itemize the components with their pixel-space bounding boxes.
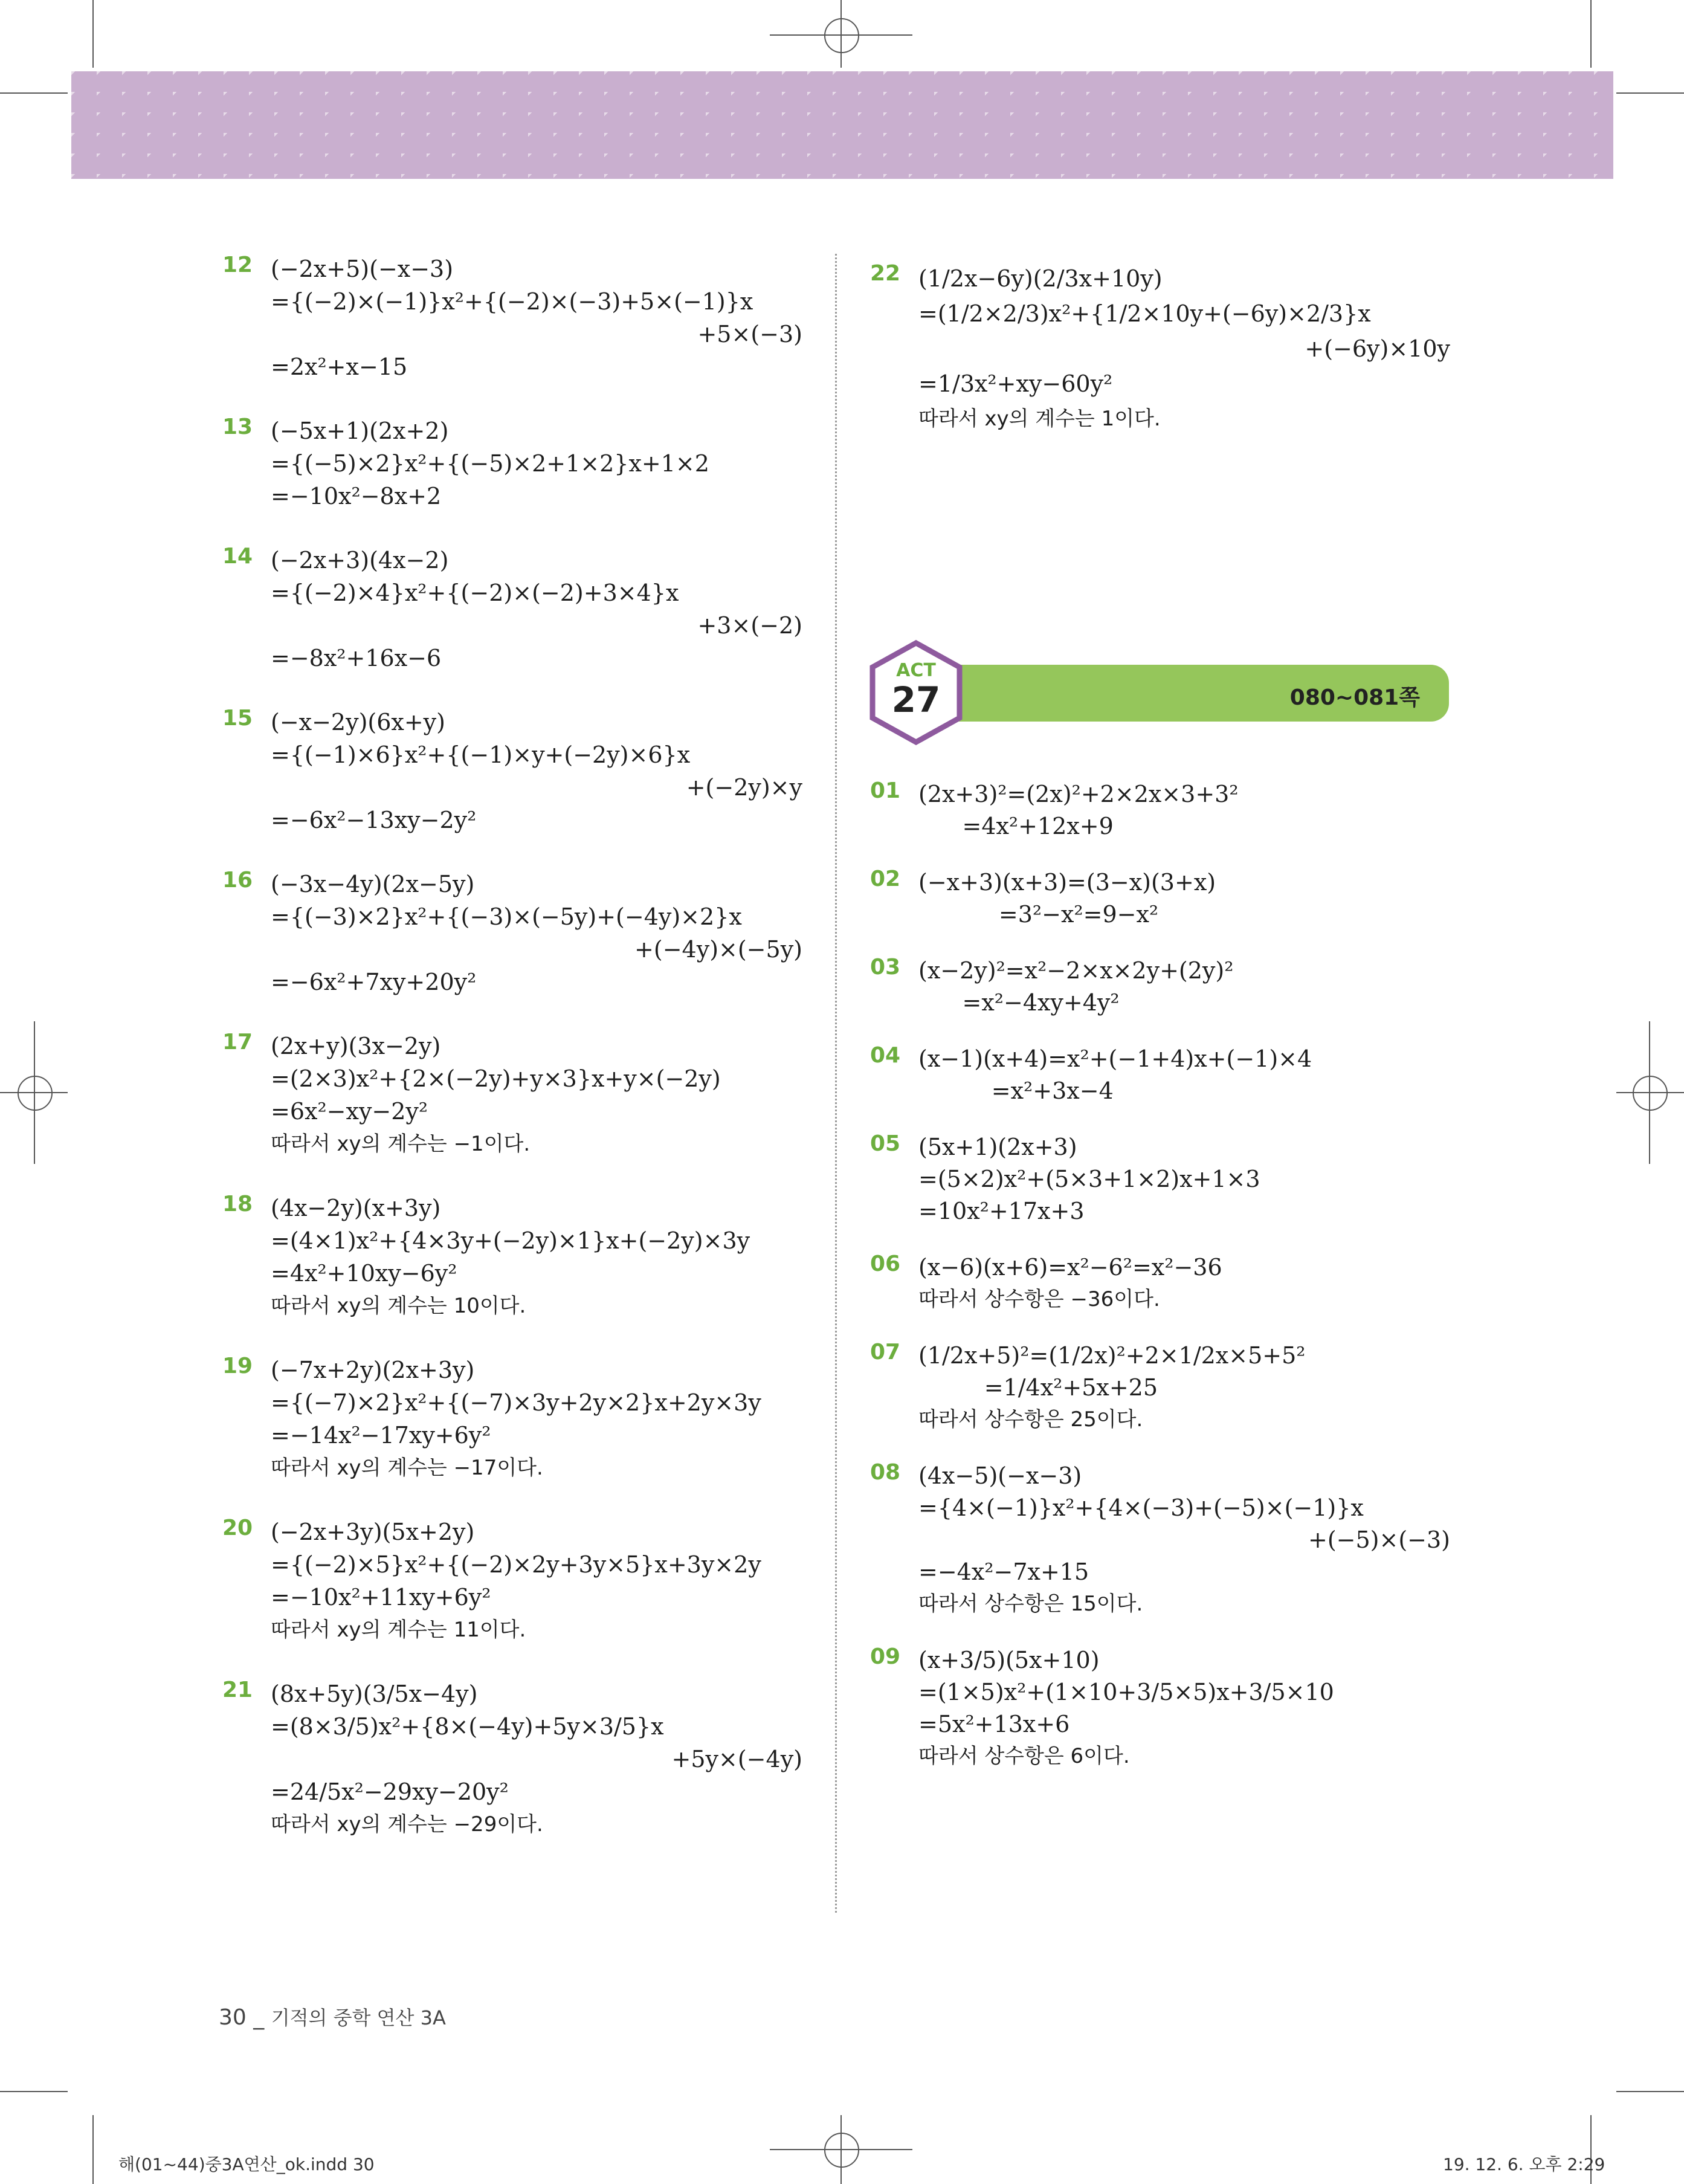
equation-line: =(1×5)x²+(1×10+3/5×5)x+3/5×10 (918, 1679, 1334, 1705)
equation-line: =24/5x²−29xy−20y² (271, 1779, 509, 1805)
problem-number: 14 (222, 544, 253, 569)
equation-line: (−x+3)(x+3)=(3−x)(3+x) (918, 869, 1216, 896)
equation-line: (2x+3)²=(2x)²+2×2x×3+3² (918, 781, 1239, 807)
equation-line: (−3x−4y)(2x−5y) (271, 871, 475, 897)
conclusion-line: 따라서 상수항은 6이다. (918, 1744, 1130, 1768)
conclusion-line: 따라서 xy의 계수는 −29이다. (271, 1812, 543, 1837)
equation-line: =(2×3)x²+{2×(−2y)+y×3}x+y×(−2y) (271, 1065, 721, 1092)
equation-line: (−x−2y)(6x+y) (271, 709, 445, 735)
conclusion-line: 따라서 상수항은 −36이다. (918, 1287, 1160, 1311)
solution-block (870, 261, 1450, 436)
crop-mark (1616, 2091, 1684, 2092)
problem-number: 03 (870, 955, 901, 980)
equation-line: (−2x+3y)(5x+2y) (271, 1519, 475, 1545)
solution-block (222, 706, 802, 836)
problem-number: 05 (870, 1131, 901, 1156)
act-label: ACT (896, 660, 936, 681)
conclusion-line: 따라서 상수항은 15이다. (918, 1592, 1143, 1616)
problem-number: 15 (222, 706, 253, 731)
solution-block (870, 867, 1450, 931)
equation-line: (x−6)(x+6)=x²−6²=x²−36 (918, 1254, 1222, 1281)
solution-block (870, 1131, 1450, 1227)
equation-line: =−14x²−17xy+6y² (271, 1422, 491, 1449)
equation-line: =(4×1)x²+{4×3y+(−2y)×1}x+(−2y)×3y (271, 1227, 750, 1254)
solution-block (222, 1192, 802, 1322)
footer-separator: _ (253, 2005, 265, 2030)
page-number: 30 (219, 2005, 247, 2030)
equation-line: =−6x²−13xy−2y² (271, 807, 477, 833)
crop-mark (1590, 0, 1592, 68)
left-solutions-column (222, 253, 802, 1872)
problem-number: 17 (222, 1030, 253, 1055)
equation-line: +(−5)×(−3) (1308, 1527, 1450, 1553)
column-divider (835, 254, 837, 1913)
conclusion-line: 따라서 xy의 계수는 −17이다. (271, 1456, 543, 1480)
act-page-range: 080~081쪽 (1289, 685, 1420, 710)
slug-filename: 해(01~44)중3A연산_ok.indd 30 (118, 2154, 375, 2174)
problem-number: 21 (222, 1678, 253, 1702)
equation-line: =(8×3/5)x²+{8×(−4y)+5y×3/5}x (271, 1713, 664, 1740)
problem-number: 07 (870, 1340, 901, 1365)
problem-number: 09 (870, 1644, 901, 1669)
equation-line: =x²+3x−4 (918, 1077, 1114, 1104)
registration-circle (18, 1076, 53, 1111)
header-banner (71, 71, 1613, 179)
crop-mark (92, 2115, 94, 2184)
solution-block (870, 1043, 1450, 1107)
problem-number: 18 (222, 1192, 253, 1216)
equation-line: =6x²−xy−2y² (271, 1098, 428, 1125)
problem-number: 06 (870, 1252, 901, 1276)
registration-circle (1633, 1076, 1668, 1111)
equation-line: =4x²+12x+9 (918, 813, 1114, 839)
equation-line: +5y×(−4y) (671, 1746, 802, 1772)
crop-mark (0, 2091, 68, 2092)
equation-line: =x²−4xy+4y² (918, 989, 1120, 1016)
conclusion-line: 따라서 xy의 계수는 11이다. (271, 1618, 526, 1642)
equation-line: (1/2x−6y)(2/3x+10y) (918, 265, 1163, 292)
equation-line: (4x−2y)(x+3y) (271, 1195, 441, 1221)
problem-number: 13 (222, 415, 253, 439)
solution-block (870, 1644, 1450, 1772)
problem-number: 16 (222, 868, 253, 893)
crop-mark (92, 0, 94, 68)
equation-line: =−4x²−7x+15 (918, 1559, 1089, 1585)
problem-number: 20 (222, 1516, 253, 1540)
equation-line: (−5x+1)(2x+2) (271, 418, 449, 444)
problem-number: 08 (870, 1460, 901, 1485)
registration-circle (824, 2133, 859, 2168)
equation-line: (−7x+2y)(2x+3y) (271, 1357, 475, 1383)
solution-block (222, 253, 802, 383)
equation-line: =(5×2)x²+(5×3+1×2)x+1×3 (918, 1166, 1260, 1192)
act-section-bar (943, 665, 1449, 722)
page-footer (219, 2003, 446, 2031)
solution-block (870, 1252, 1450, 1316)
equation-line: +5×(−3) (697, 321, 802, 347)
equation-line: (x+3/5)(5x+10) (918, 1647, 1100, 1673)
equation-line: +(−4y)×(−5y) (634, 936, 802, 963)
equation-line: (2x+y)(3x−2y) (271, 1033, 441, 1059)
equation-line: (8x+5y)(3/5x−4y) (271, 1681, 478, 1707)
problem-number: 02 (870, 867, 901, 891)
conclusion-line: 따라서 xy의 계수는 −1이다. (271, 1132, 531, 1156)
equation-line: (x−1)(x+4)=x²+(−1+4)x+(−1)×4 (918, 1045, 1312, 1072)
solution-block (870, 778, 1450, 842)
act-hexagon-badge (869, 639, 963, 746)
conclusion-line: 따라서 xy의 계수는 10이다. (271, 1294, 526, 1318)
solution-block (222, 1354, 802, 1484)
right-top-solutions-column (870, 261, 1450, 460)
solution-block (222, 1678, 802, 1841)
problem-number: 19 (222, 1354, 253, 1378)
equation-line: =−10x²−8x+2 (271, 483, 442, 509)
equation-line: =1/4x²+5x+25 (918, 1374, 1158, 1401)
problem-number: 22 (870, 261, 901, 286)
equation-line: =−8x²+16x−6 (271, 645, 442, 671)
equation-line: =10x²+17x+3 (918, 1198, 1085, 1224)
slug-date: 19. 12. 6. 오후 2:29 (1443, 2154, 1605, 2174)
equation-line: (5x+1)(2x+3) (918, 1134, 1077, 1160)
equation-line: =4x²+10xy−6y² (271, 1260, 457, 1287)
equation-line: ={(−7)×2}x²+{(−7)×3y+2y×2}x+2y×3y (271, 1389, 761, 1416)
problem-number: 04 (870, 1043, 901, 1068)
equation-line: ={(−1)×6}x²+{(−1)×y+(−2y)×6}x (271, 741, 691, 768)
equation-line: (−2x+3)(4x−2) (271, 547, 449, 573)
solution-block (870, 1460, 1450, 1620)
conclusion-line: 따라서 상수항은 25이다. (918, 1407, 1143, 1432)
solution-block (870, 1340, 1450, 1436)
book-title: 기적의 중학 연산 3A (271, 2006, 446, 2029)
registration-circle (824, 18, 859, 53)
equation-line: (−2x+5)(−x−3) (271, 256, 454, 282)
equation-line: =−10x²+11xy+6y² (271, 1584, 491, 1611)
equation-line: (x−2y)²=x²−2×x×2y+(2y)² (918, 957, 1234, 984)
crop-mark (0, 92, 68, 94)
equation-line: =(1/2×2/3)x²+{1/2×10y+(−6y)×2/3}x (918, 300, 1371, 327)
solution-block (222, 415, 802, 512)
solution-block (222, 868, 802, 998)
equation-line: ={(−3)×2}x²+{(−3)×(−5y)+(−4y)×2}x (271, 903, 742, 930)
equation-line: =−6x²+7xy+20y² (271, 969, 477, 995)
problem-number: 01 (870, 778, 901, 803)
equation-line: ={4×(−1)}x²+{4×(−3)+(−5)×(−1)}x (918, 1494, 1364, 1521)
equation-line: =2x²+x−15 (271, 354, 408, 380)
equation-line: ={(−2)×4}x²+{(−2)×(−2)+3×4}x (271, 580, 679, 606)
act-number: 27 (891, 679, 941, 720)
right-bottom-solutions-column (870, 778, 1450, 1797)
equation-line: +(−2y)×y (686, 774, 802, 801)
problem-number: 12 (222, 253, 253, 277)
equation-line: (1/2x+5)²=(1/2x)²+2×1/2x×5+5² (918, 1342, 1306, 1369)
solution-block (222, 1516, 802, 1646)
equation-line: =3²−x²=9−x² (918, 901, 1159, 928)
equation-line: ={(−2)×5}x²+{(−2)×2y+3y×5}x+3y×2y (271, 1551, 761, 1578)
equation-line: (4x−5)(−x−3) (918, 1462, 1082, 1489)
crop-mark (1616, 92, 1684, 94)
solution-block (870, 955, 1450, 1019)
solution-block (222, 544, 802, 674)
conclusion-line: 따라서 xy의 계수는 1이다. (918, 407, 1161, 431)
equation-line: =1/3x²+xy−60y² (918, 370, 1113, 397)
solution-block (222, 1030, 802, 1160)
equation-line: =5x²+13x+6 (918, 1711, 1070, 1737)
equation-line: ={(−5)×2}x²+{(−5)×2+1×2}x+1×2 (271, 450, 709, 477)
equation-line: +3×(−2) (697, 612, 802, 639)
equation-line: ={(−2)×(−1)}x²+{(−2)×(−3)+5×(−1)}x (271, 288, 753, 315)
equation-line: +(−6y)×10y (1305, 335, 1450, 362)
